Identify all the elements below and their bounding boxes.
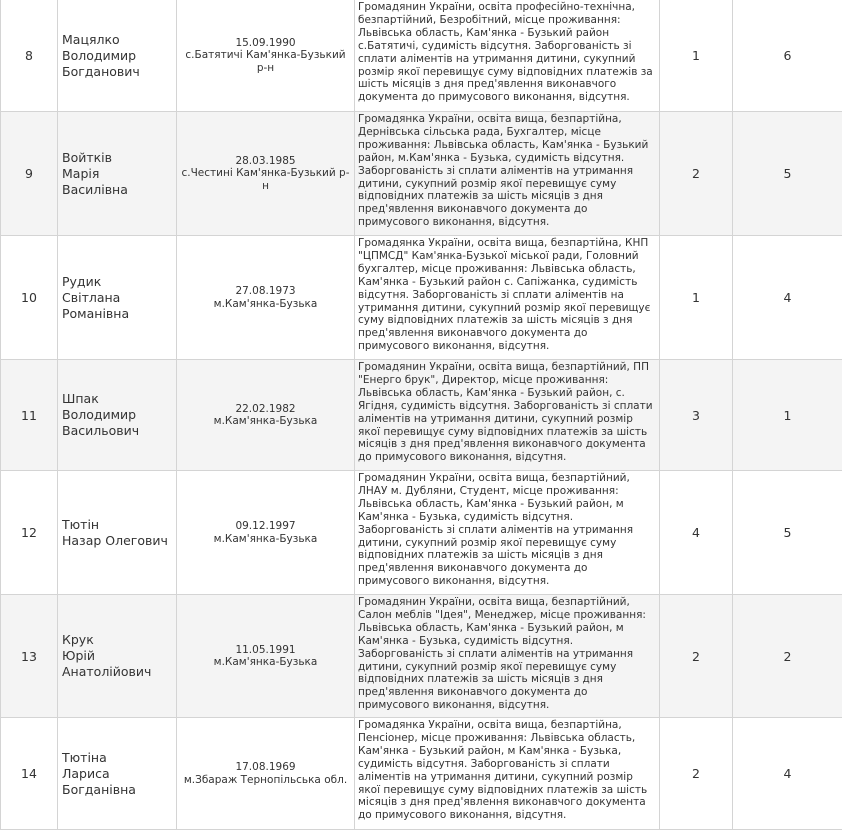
row-number: 10 bbox=[1, 236, 58, 360]
birth-date: 15.09.1990 bbox=[179, 37, 352, 50]
table-row bbox=[1, 0, 842, 112]
name-line: Шпак bbox=[62, 391, 176, 407]
row-number: 12 bbox=[1, 471, 58, 595]
candidate-info: Громадянка України, освіта вища, безпартійна, КНП "ЦПМСД" Кам'янка-Бузької міської ради, Головний бухгалтер, місце проживання: Львівська область, Кам'янка - Бузький район с. Сапіжанка, судимість відсутня. Заборгованість зі сплати аліментів на утримання дитини, сукупний розмір якої перевищує суму відповідних платежів за шість місяців з дня пред'явлення виконавчого документа до примусового виконання, відсутня. bbox=[355, 236, 660, 360]
birth-info bbox=[177, 236, 355, 360]
table-body bbox=[1, 0, 842, 830]
birth-place: м.Кам'янка-Бузька bbox=[179, 533, 352, 546]
birth-info bbox=[177, 112, 355, 236]
name-line: Лариса bbox=[62, 766, 176, 782]
row-number: 14 bbox=[1, 718, 58, 830]
value-col-a: 2 bbox=[660, 718, 733, 830]
value-col-a: 2 bbox=[660, 595, 733, 718]
name-line: Володимир bbox=[62, 407, 176, 423]
candidate-name bbox=[58, 471, 177, 595]
value-col-b: 4 bbox=[733, 718, 842, 830]
table-row bbox=[1, 112, 842, 236]
candidate-name bbox=[58, 718, 177, 830]
birth-date: 17.08.1969 bbox=[179, 761, 352, 774]
candidate-info: Громадянка України, освіта вища, безпартійна, Дернівська сільська рада, Бухгалтер, місце проживання: Львівська область, Кам'янка - Бузький район, м.Кам'янка - Бузька, судимість відсутня. Заборгованість зі сплати аліментів на утримання дитини, сукупний розмір якої перевищує суму відповідних платежів за шість місяців з дня пред'явлення виконавчого документа до примусового виконання, відсутня. bbox=[355, 112, 660, 236]
name-line: Анатолійович bbox=[62, 664, 176, 680]
name-line: Світлана bbox=[62, 290, 176, 306]
value-col-b: 4 bbox=[733, 236, 842, 360]
candidate-name bbox=[58, 112, 177, 236]
candidate-name bbox=[58, 595, 177, 718]
row-number: 9 bbox=[1, 112, 58, 236]
birth-place: м.Кам'янка-Бузька bbox=[179, 656, 352, 669]
name-line: Назар Олегович bbox=[62, 533, 176, 549]
table-row bbox=[1, 595, 842, 718]
name-line: Богданович bbox=[62, 64, 176, 80]
birth-place: м.Збараж Тернопільська обл. bbox=[179, 774, 352, 787]
candidate-info: Громадянин України, освіта вища, безпартійний, ЛНАУ м. Дубляни, Студент, місце проживання: Львівська область, Кам'янка - Бузький район, м Кам'янка - Бузька, судимість відсутня. Заборгованість зі сплати аліментів на утримання дитини, сукупний розмір якої перевищує суму відповідних платежів за шість місяців з дня пред'явлення виконавчого документа до примусового виконання, відсутня. bbox=[355, 471, 660, 595]
name-line: Рудик bbox=[62, 274, 176, 290]
value-col-a: 3 bbox=[660, 360, 733, 471]
birth-place: м.Кам'янка-Бузька bbox=[179, 298, 352, 311]
birth-place: м.Кам'янка-Бузька bbox=[179, 415, 352, 428]
value-col-b: 5 bbox=[733, 112, 842, 236]
name-line: Крук bbox=[62, 632, 176, 648]
value-col-a: 1 bbox=[660, 236, 733, 360]
name-line: Тютіна bbox=[62, 750, 176, 766]
name-line: Тютін bbox=[62, 517, 176, 533]
name-line: Мацялко bbox=[62, 32, 176, 48]
candidate-name bbox=[58, 0, 177, 112]
row-number: 13 bbox=[1, 595, 58, 718]
candidate-name bbox=[58, 360, 177, 471]
name-line: Володимир bbox=[62, 48, 176, 64]
candidate-info: Громадянин України, освіта вища, безпартійний, ПП "Енерго брук", Директор, місце проживання: Львівська область, Кам'янка - Бузький район, с. Ягідня, судимість відсутня. Заборгованість зі сплати аліментів на утримання дитини, сукупний розмір якої перевищує суму відповідних платежів за шість місяців з дня пред'явлення виконавчого документа до примусового виконання, відсутня. bbox=[355, 360, 660, 471]
birth-place: с.Честині Кам'янка-Бузький р-н bbox=[179, 167, 352, 192]
name-line: Юрій bbox=[62, 648, 176, 664]
birth-place: с.Батятичі Кам'янка-Бузький р-н bbox=[179, 49, 352, 74]
birth-date: 27.08.1973 bbox=[179, 285, 352, 298]
table-row bbox=[1, 471, 842, 595]
row-number: 8 bbox=[1, 0, 58, 112]
value-col-a: 1 bbox=[660, 0, 733, 112]
birth-date: 22.02.1982 bbox=[179, 403, 352, 416]
name-line: Богданівна bbox=[62, 782, 176, 798]
value-col-a: 4 bbox=[660, 471, 733, 595]
value-col-b: 1 bbox=[733, 360, 842, 471]
row-number: 11 bbox=[1, 360, 58, 471]
candidate-name bbox=[58, 236, 177, 360]
birth-info bbox=[177, 595, 355, 718]
value-col-a: 2 bbox=[660, 112, 733, 236]
birth-date: 28.03.1985 bbox=[179, 155, 352, 168]
birth-info bbox=[177, 471, 355, 595]
birth-info bbox=[177, 0, 355, 112]
candidate-info: Громадянин України, освіта професійно-технічна, безпартійний, Безробітний, місце проживання: Львівська область, Кам'янка - Бузький район с.Батятичі, судимість відсутня. Заборгованість зі сплати аліментів на утримання дитини, сукупний розмір якої перевищує суму відповідних платежів за шість місяців з дня пред'явлення виконавчого документа до примусового виконання, відсутня. bbox=[355, 0, 660, 112]
birth-info bbox=[177, 718, 355, 830]
table-row bbox=[1, 236, 842, 360]
candidate-info: Громадянин України, освіта вища, безпартійний, Салон меблів "Ідея", Менеджер, місце проживання: Львівська область, Кам'янка - Бузький район, м Кам'янка - Бузька, судимість відсутня. Заборгованість зі сплати аліментів на утримання дитини, сукупний розмір якої перевищує суму відповідних платежів за шість місяців з дня пред'явлення виконавчого документа до примусового виконання, відсутня. bbox=[355, 595, 660, 718]
value-col-b: 5 bbox=[733, 471, 842, 595]
value-col-b: 6 bbox=[733, 0, 842, 112]
candidate-info: Громадянка України, освіта вища, безпартійна, Пенсіонер, місце проживання: Львівська область, Кам'янка - Бузький район, м Кам'янка - Бузька, судимість відсутня. Заборгованість зі сплати аліментів на утримання дитини, сукупний розмір якої перевищує суму відповідних платежів за шість місяців з дня пред'явлення виконавчого документа до примусового виконання, відсутня. bbox=[355, 718, 660, 830]
table-row bbox=[1, 360, 842, 471]
value-col-b: 2 bbox=[733, 595, 842, 718]
name-line: Васильович bbox=[62, 423, 176, 439]
table-row bbox=[1, 718, 842, 830]
birth-date: 09.12.1997 bbox=[179, 520, 352, 533]
name-line: Василівна bbox=[62, 182, 176, 198]
birth-info bbox=[177, 360, 355, 471]
birth-date: 11.05.1991 bbox=[179, 644, 352, 657]
name-line: Марія bbox=[62, 166, 176, 182]
name-line: Романівна bbox=[62, 306, 176, 322]
name-line: Войтків bbox=[62, 150, 176, 166]
